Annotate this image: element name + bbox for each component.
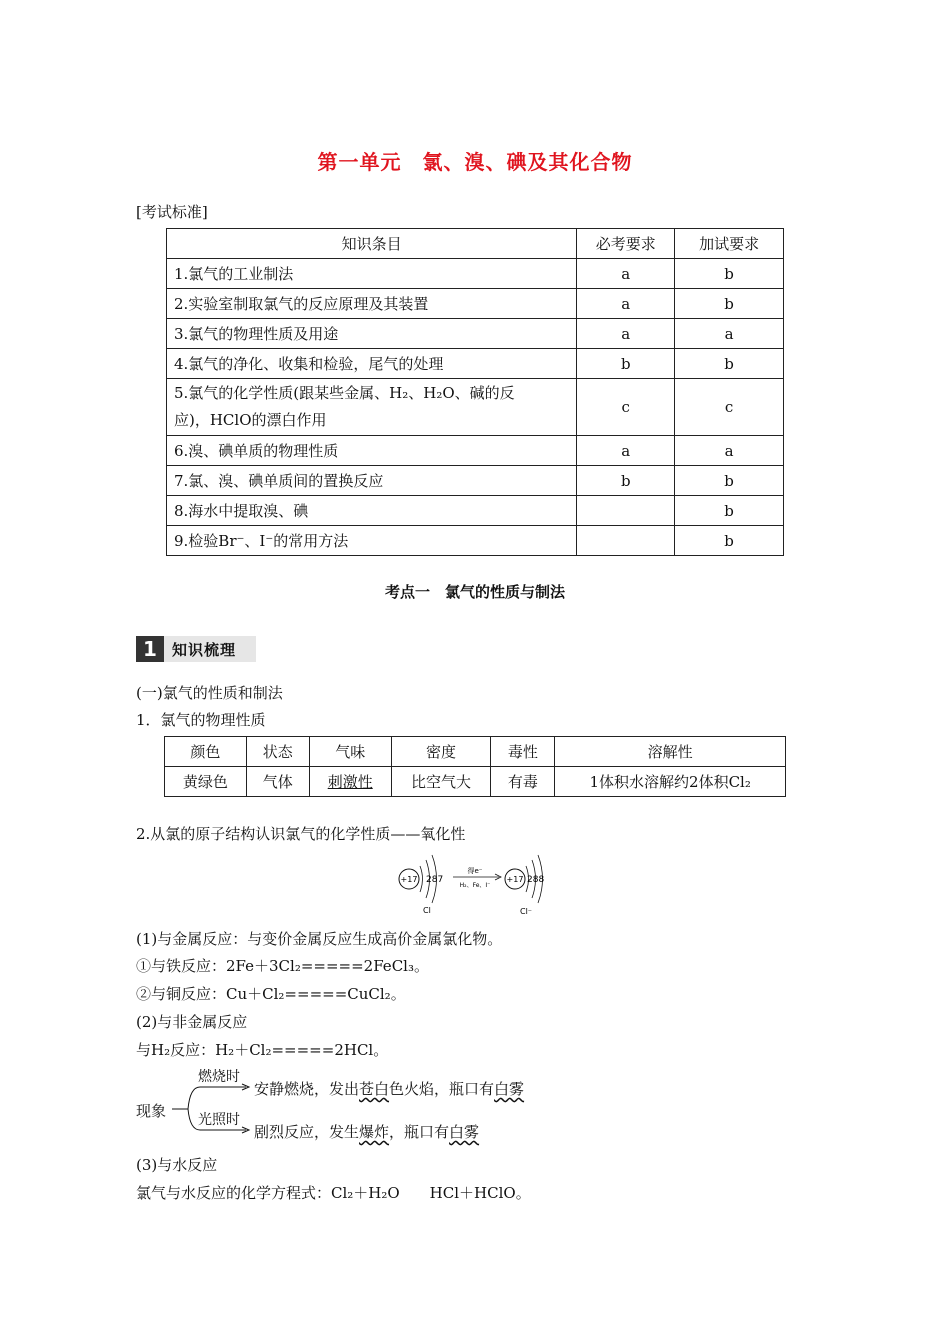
subsection-title: 1．氯气的物理性质 bbox=[136, 711, 266, 729]
table-header-row bbox=[165, 737, 786, 767]
row-req: c bbox=[577, 379, 675, 436]
section-title: (一)氯气的性质和制法 bbox=[136, 684, 283, 702]
row-req: b bbox=[577, 466, 675, 496]
header-odor: 气味 bbox=[309, 737, 391, 767]
physical-properties-table bbox=[164, 736, 786, 797]
table-row bbox=[167, 466, 784, 496]
row-add: a bbox=[675, 436, 784, 466]
page-title: 第一单元 氯、溴、碘及其化合物 bbox=[317, 150, 633, 174]
header-solubility: 溶解性 bbox=[555, 737, 786, 767]
row-add: b bbox=[675, 289, 784, 319]
row-item: 1.氯气的工业制法 bbox=[167, 259, 577, 289]
table-row bbox=[167, 526, 784, 556]
row-item: 4.氯气的净化、收集和检验，尾气的处理 bbox=[167, 349, 577, 379]
header-color: 颜色 bbox=[165, 737, 247, 767]
row-req: a bbox=[577, 319, 675, 349]
table-row bbox=[167, 289, 784, 319]
header-additional: 加试要求 bbox=[675, 229, 784, 259]
reaction-hydrogen: 与H₂反应：H₂＋Cl₂=====2HCl。 bbox=[136, 1041, 389, 1059]
arrow-top-label: 得e⁻ bbox=[467, 867, 483, 875]
row-item: 2.实验室制取氯气的反应原理及其装置 bbox=[167, 289, 577, 319]
condition-light: 光照时 bbox=[198, 1112, 240, 1128]
phenomenon-burning bbox=[254, 1078, 524, 1099]
exam-standard-label: [考试标准] bbox=[136, 203, 208, 221]
phenomenon-light bbox=[254, 1121, 479, 1142]
value-density: 比空气大 bbox=[391, 767, 491, 797]
arrow-bottom-label: H₂、Fe、I⁻ bbox=[459, 882, 491, 889]
row-item bbox=[167, 379, 577, 436]
value-odor bbox=[309, 767, 391, 797]
row-req: b bbox=[577, 349, 675, 379]
table-row bbox=[167, 379, 784, 436]
phenomenon-diagram bbox=[136, 1062, 596, 1148]
left-atom bbox=[399, 855, 443, 915]
header-item: 知识条目 bbox=[167, 229, 577, 259]
header-density: 密度 bbox=[391, 737, 491, 767]
reaction-nonmetal: (2)与非金属反应 bbox=[136, 1013, 248, 1031]
row-req: a bbox=[577, 289, 675, 319]
right-label: Cl⁻ bbox=[520, 907, 533, 916]
row-add: b bbox=[675, 496, 784, 526]
row-add: b bbox=[675, 466, 784, 496]
value-odor-text: 刺激性 bbox=[327, 773, 373, 791]
row-item-line2: 应)，HClO的漂白作用 bbox=[174, 411, 327, 429]
knowledge-badge bbox=[136, 636, 256, 662]
arrow bbox=[453, 866, 501, 889]
row-req: a bbox=[577, 436, 675, 466]
left-label: Cl bbox=[423, 906, 431, 915]
badge-label: 知识梳理 bbox=[172, 641, 237, 659]
table-header-row bbox=[167, 229, 784, 259]
row-item-line1: 5.氯气的化学性质(跟某些金属、H₂、H₂O、碱的反 bbox=[174, 384, 515, 402]
light-answer-1: 爆炸 bbox=[359, 1123, 390, 1141]
reaction-iron: ①与铁反应：2Fe＋3Cl₂=====2FeCl₃。 bbox=[136, 957, 429, 975]
burning-text-1: 安静燃烧，发出 bbox=[254, 1080, 360, 1098]
table-row bbox=[167, 496, 784, 526]
row-item: 9.检验Br⁻、I⁻的常用方法 bbox=[167, 526, 577, 556]
subsection-title: 2.从氯的原子结构认识氯气的化学性质——氧化性 bbox=[136, 825, 466, 843]
value-toxicity: 有毒 bbox=[491, 767, 555, 797]
atom-structure-diagram bbox=[395, 850, 555, 920]
section-heading: 考点一 氯气的性质与制法 bbox=[384, 583, 565, 601]
row-item: 3.氯气的物理性质及用途 bbox=[167, 319, 577, 349]
row-req: a bbox=[577, 259, 675, 289]
value-solubility: 1体积水溶解约2体积Cl₂ bbox=[555, 767, 786, 797]
row-item: 7.氯、溴、碘单质间的置换反应 bbox=[167, 466, 577, 496]
value-color: 黄绿色 bbox=[165, 767, 247, 797]
table-row bbox=[167, 349, 784, 379]
condition-burning: 燃烧时 bbox=[198, 1069, 240, 1085]
row-add: b bbox=[675, 259, 784, 289]
table-row bbox=[167, 319, 784, 349]
reaction-water: (3)与水反应 bbox=[136, 1156, 218, 1174]
light-answer-2: 白雾 bbox=[449, 1123, 480, 1141]
table-row bbox=[165, 767, 786, 797]
left-shells: 287 bbox=[426, 875, 444, 885]
burning-text-2: 色火焰，瓶口有 bbox=[389, 1080, 495, 1098]
right-atom bbox=[505, 855, 544, 916]
right-shells: 288 bbox=[527, 875, 545, 885]
phenomenon-label: 现象 bbox=[136, 1102, 167, 1120]
reaction-copper: ②与铜反应：Cu＋Cl₂=====CuCl₂。 bbox=[136, 985, 406, 1003]
light-text-1: 剧烈反应，发生 bbox=[254, 1123, 360, 1141]
header-required: 必考要求 bbox=[577, 229, 675, 259]
row-req bbox=[577, 496, 675, 526]
value-state: 气体 bbox=[246, 767, 309, 797]
right-nucleus-charge: +17 bbox=[506, 875, 524, 884]
header-state: 状态 bbox=[246, 737, 309, 767]
row-item: 8.海水中提取溴、碘 bbox=[167, 496, 577, 526]
row-add: b bbox=[675, 349, 784, 379]
table-row bbox=[167, 259, 784, 289]
standards-table bbox=[166, 228, 784, 556]
light-text-2: ，瓶口有 bbox=[389, 1123, 450, 1141]
header-toxicity: 毒性 bbox=[491, 737, 555, 767]
reaction-water-equation: 氯气与水反应的化学方程式：Cl₂＋H₂O HCl＋HClO。 bbox=[136, 1184, 531, 1202]
row-add: a bbox=[675, 319, 784, 349]
row-add: c bbox=[675, 379, 784, 436]
burning-answer-1: 苍白 bbox=[359, 1080, 390, 1098]
badge-number: 1 bbox=[136, 636, 164, 662]
reaction-metal: (1)与金属反应：与变价金属反应生成高价金属氯化物。 bbox=[136, 930, 503, 948]
burning-answer-2: 白雾 bbox=[494, 1080, 525, 1098]
row-req bbox=[577, 526, 675, 556]
row-item: 6.溴、碘单质的物理性质 bbox=[167, 436, 577, 466]
row-add: b bbox=[675, 526, 784, 556]
left-nucleus-charge: +17 bbox=[400, 875, 418, 884]
table-row bbox=[167, 436, 784, 466]
